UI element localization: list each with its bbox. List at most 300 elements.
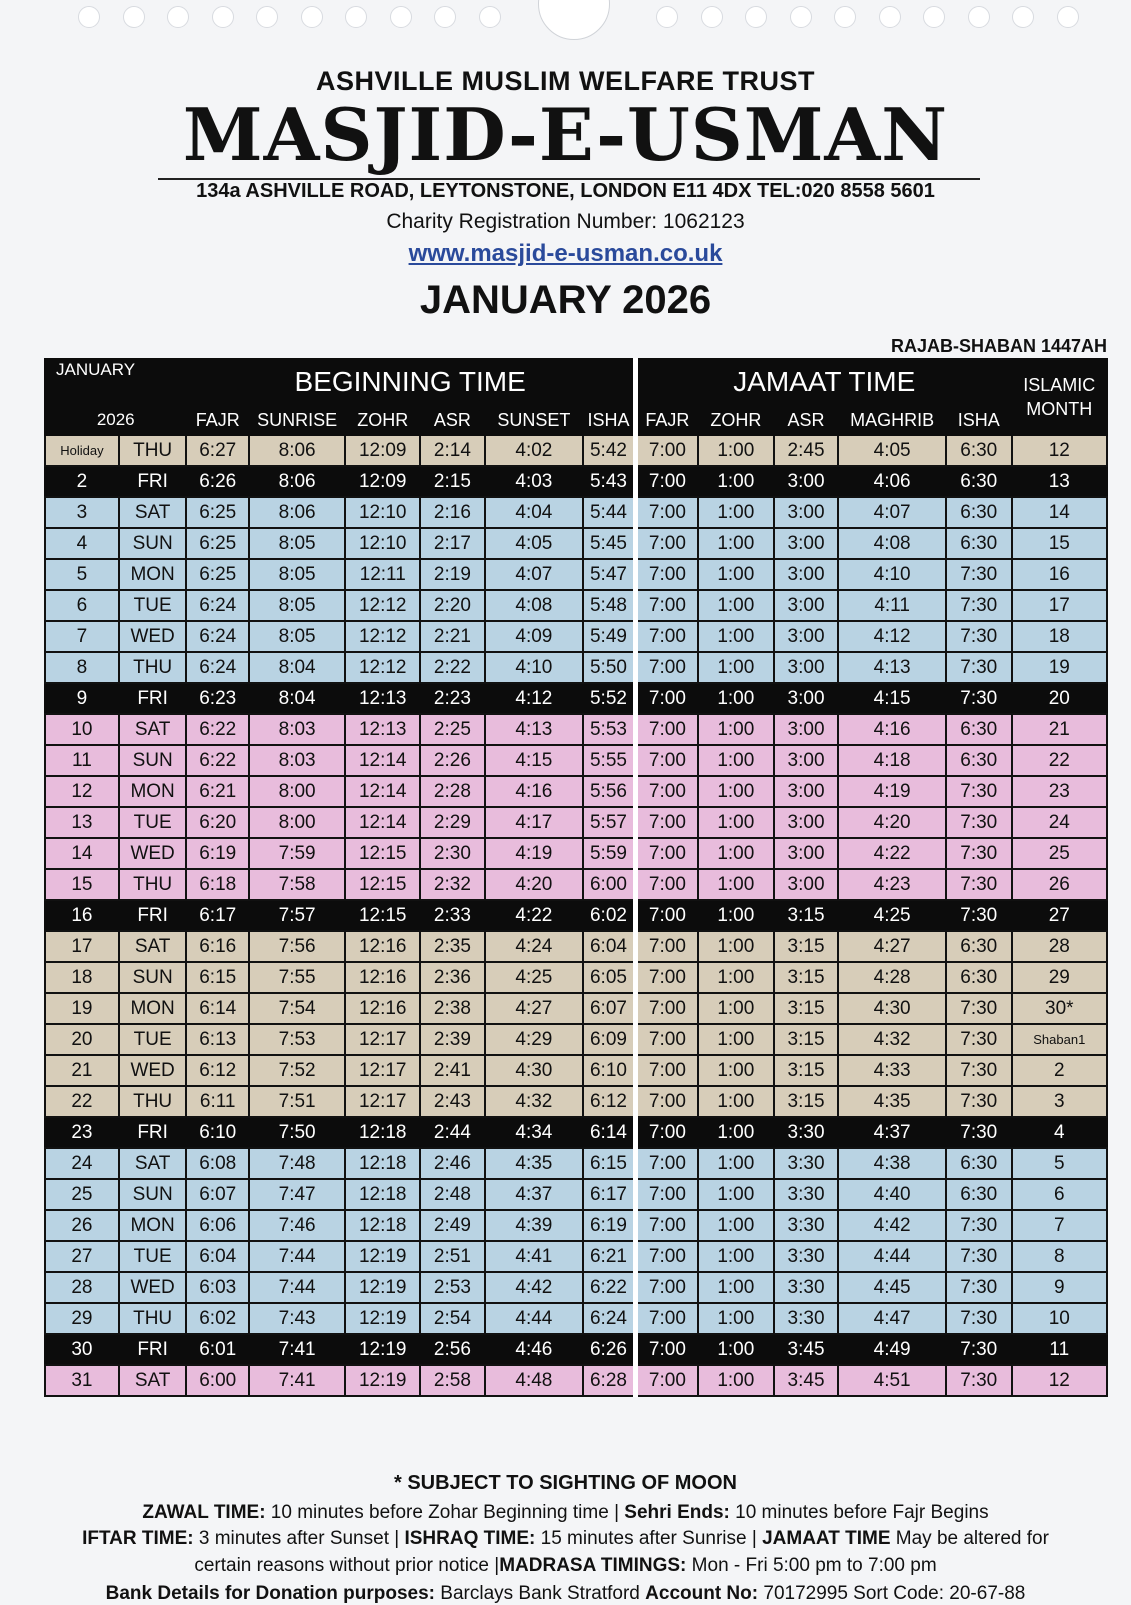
asr-begin-cell: 2:36	[420, 962, 485, 993]
sunset-cell: 4:32	[485, 1086, 583, 1117]
day-row	[45, 776, 1107, 807]
day-row	[45, 621, 1107, 652]
asr-begin-cell: 2:30	[420, 838, 485, 869]
zohr-jamaat-cell: 1:00	[698, 497, 774, 528]
zohr-begin-cell: 12:16	[345, 962, 420, 993]
asr-begin-cell: 2:46	[420, 1148, 485, 1179]
isha-jamaat-cell: 6:30	[946, 1148, 1012, 1179]
day-cell: SUN	[119, 962, 187, 993]
maghrib-jamaat-cell: 4:07	[838, 497, 946, 528]
asr-jamaat-cell: 3:30	[774, 1117, 839, 1148]
day-cell: SUN	[119, 1179, 187, 1210]
sunset-cell: 4:24	[485, 931, 583, 962]
isha-jamaat-cell: 7:30	[946, 1334, 1012, 1365]
zohr-begin-cell: 12:10	[345, 497, 420, 528]
islamic-date-cell: 5	[1012, 1148, 1107, 1179]
ishraq-label: ISHRAQ TIME:	[404, 1528, 536, 1549]
zohr-jamaat-cell: 1:00	[698, 1117, 774, 1148]
day-row	[45, 1241, 1107, 1272]
maghrib-jamaat-cell: 4:28	[838, 962, 946, 993]
sunset-cell: 4:35	[485, 1148, 583, 1179]
zohr-begin-cell: 12:14	[345, 776, 420, 807]
asr-begin-cell: 2:28	[420, 776, 485, 807]
binding-hole	[256, 6, 278, 28]
zohr-jamaat-cell: 1:00	[698, 931, 774, 962]
day-row	[45, 1024, 1107, 1055]
isha-begin-cell: 6:10	[583, 1055, 635, 1086]
islamic-date-cell: 13	[1012, 466, 1107, 497]
fajr-jamaat-cell: 7:00	[635, 1086, 698, 1117]
maghrib-jamaat-cell: 4:35	[838, 1086, 946, 1117]
day-row	[45, 838, 1107, 869]
zohr-jamaat-cell: 1:00	[698, 1024, 774, 1055]
isha-begin-cell: 6:26	[583, 1334, 635, 1365]
sunrise-cell: 8:03	[249, 745, 345, 776]
sunrise-cell: 7:43	[249, 1303, 345, 1334]
zohr-begin-cell: 12:19	[345, 1303, 420, 1334]
fajr-jamaat-cell: 7:00	[635, 714, 698, 745]
maghrib-jamaat-cell: 4:22	[838, 838, 946, 869]
isha-jamaat-cell: 6:30	[946, 931, 1012, 962]
fajr-jamaat-cell: 7:00	[635, 497, 698, 528]
day-row	[45, 714, 1107, 745]
zohr-jamaat-cell: 1:00	[698, 900, 774, 931]
binding-hole	[78, 6, 100, 28]
day-cell: FRI	[119, 1334, 187, 1365]
fajr-jamaat-cell: 7:00	[635, 1303, 698, 1334]
isha-jamaat-cell: 7:30	[946, 869, 1012, 900]
sunrise-cell: 8:04	[249, 652, 345, 683]
day-row	[45, 1303, 1107, 1334]
isha-begin-cell: 6:17	[583, 1179, 635, 1210]
date-cell: 28	[45, 1272, 119, 1303]
col-isha: ISHA	[583, 405, 635, 435]
asr-jamaat-cell: 3:30	[774, 1148, 839, 1179]
zohr-begin-cell: 12:18	[345, 1179, 420, 1210]
beginning-time-header: BEGINNING TIME	[186, 359, 635, 405]
date-cell: 29	[45, 1303, 119, 1334]
islamic-date-cell: 15	[1012, 528, 1107, 559]
col-fajr: FAJR	[186, 405, 249, 435]
asr-jamaat-cell: 2:45	[774, 435, 839, 466]
jamaat-time-header: JAMAAT TIME	[635, 359, 1011, 405]
day-cell: MON	[119, 776, 187, 807]
fajr-begin-cell: 6:00	[186, 1365, 249, 1396]
day-cell: SUN	[119, 528, 187, 559]
footer-line-bank	[0, 1583, 1131, 1605]
fajr-begin-cell: 6:26	[186, 466, 249, 497]
sunset-cell: 4:37	[485, 1179, 583, 1210]
date-cell: 23	[45, 1117, 119, 1148]
fajr-jamaat-cell: 7:00	[635, 869, 698, 900]
sunset-cell: 4:29	[485, 1024, 583, 1055]
date-cell: 5	[45, 559, 119, 590]
maghrib-jamaat-cell: 4:37	[838, 1117, 946, 1148]
sunset-cell: 4:12	[485, 683, 583, 714]
sunrise-cell: 7:55	[249, 962, 345, 993]
isha-begin-cell: 6:21	[583, 1241, 635, 1272]
asr-jamaat-cell: 3:30	[774, 1241, 839, 1272]
sunrise-cell: 8:06	[249, 497, 345, 528]
sunset-cell: 4:46	[485, 1334, 583, 1365]
islamic-date-cell: 8	[1012, 1241, 1107, 1272]
fajr-begin-cell: 6:10	[186, 1117, 249, 1148]
sunrise-cell: 8:05	[249, 559, 345, 590]
sunrise-cell: 8:06	[249, 435, 345, 466]
asr-begin-cell: 2:39	[420, 1024, 485, 1055]
day-cell: MON	[119, 1210, 187, 1241]
date-cell: 26	[45, 1210, 119, 1241]
zohr-begin-cell: 12:12	[345, 590, 420, 621]
asr-begin-cell: 2:29	[420, 807, 485, 838]
maghrib-jamaat-cell: 4:33	[838, 1055, 946, 1086]
footer-line-iftar	[0, 1528, 1131, 1550]
col-jamaat-isha: ISHA	[946, 405, 1012, 435]
asr-jamaat-cell: 3:00	[774, 528, 839, 559]
notice-text: certain reasons without prior notice |	[194, 1555, 500, 1576]
col-asr: ASR	[420, 405, 485, 435]
fajr-begin-cell: 6:06	[186, 1210, 249, 1241]
sunrise-cell: 7:44	[249, 1272, 345, 1303]
asr-begin-cell: 2:23	[420, 683, 485, 714]
zawal-text: 10 minutes before Zohar Beginning time |	[265, 1502, 625, 1523]
asr-begin-cell: 2:56	[420, 1334, 485, 1365]
date-cell: 31	[45, 1365, 119, 1396]
fajr-jamaat-cell: 7:00	[635, 1272, 698, 1303]
zohr-begin-cell: 12:11	[345, 559, 420, 590]
islamic-date-cell: 22	[1012, 745, 1107, 776]
sunset-cell: 4:42	[485, 1272, 583, 1303]
fajr-begin-cell: 6:03	[186, 1272, 249, 1303]
fajr-begin-cell: 6:08	[186, 1148, 249, 1179]
day-cell: TUE	[119, 1024, 187, 1055]
asr-begin-cell: 2:35	[420, 931, 485, 962]
zohr-begin-cell: 12:19	[345, 1365, 420, 1396]
day-cell: THU	[119, 435, 187, 466]
date-cell: 17	[45, 931, 119, 962]
asr-begin-cell: 2:16	[420, 497, 485, 528]
sunset-cell: 4:27	[485, 993, 583, 1024]
sunset-cell: 4:08	[485, 590, 583, 621]
madrasa-label: MADRASA TIMINGS:	[499, 1555, 687, 1576]
zohr-jamaat-cell: 1:00	[698, 435, 774, 466]
day-row	[45, 683, 1107, 714]
day-cell: SAT	[119, 931, 187, 962]
isha-jamaat-cell: 7:30	[946, 559, 1012, 590]
isha-jamaat-cell: 7:30	[946, 838, 1012, 869]
day-cell: MON	[119, 559, 187, 590]
account-label: Account No:	[645, 1583, 759, 1604]
sunrise-cell: 8:03	[249, 714, 345, 745]
zohr-jamaat-cell: 1:00	[698, 1334, 774, 1365]
zohr-jamaat-cell: 1:00	[698, 993, 774, 1024]
website-link[interactable]: www.masjid-e-usman.co.uk	[408, 240, 723, 267]
date-cell: 18	[45, 962, 119, 993]
maghrib-jamaat-cell: 4:16	[838, 714, 946, 745]
zohr-jamaat-cell: 1:00	[698, 1148, 774, 1179]
trust-name: ASHVILLE MUSLIM WELFARE TRUST	[316, 66, 815, 96]
day-cell: SAT	[119, 1148, 187, 1179]
zohr-begin-cell: 12:09	[345, 466, 420, 497]
asr-begin-cell: 2:21	[420, 621, 485, 652]
asr-jamaat-cell: 3:00	[774, 776, 839, 807]
date-cell: 14	[45, 838, 119, 869]
isha-begin-cell: 5:59	[583, 838, 635, 869]
binding-hole	[834, 6, 856, 28]
day-cell: SAT	[119, 497, 187, 528]
fajr-begin-cell: 6:12	[186, 1055, 249, 1086]
islamic-date-cell: 23	[1012, 776, 1107, 807]
islamic-date-cell: 16	[1012, 559, 1107, 590]
fajr-jamaat-cell: 7:00	[635, 1148, 698, 1179]
isha-begin-cell: 6:19	[583, 1210, 635, 1241]
asr-begin-cell: 2:54	[420, 1303, 485, 1334]
asr-jamaat-cell: 3:30	[774, 1210, 839, 1241]
date-cell: 7	[45, 621, 119, 652]
zohr-jamaat-cell: 1:00	[698, 1086, 774, 1117]
fajr-begin-cell: 6:23	[186, 683, 249, 714]
isha-begin-cell: 6:14	[583, 1117, 635, 1148]
day-cell: SAT	[119, 714, 187, 745]
sunrise-cell: 8:06	[249, 466, 345, 497]
islamic-date-cell: 6	[1012, 1179, 1107, 1210]
sunrise-cell: 7:41	[249, 1334, 345, 1365]
maghrib-jamaat-cell: 4:40	[838, 1179, 946, 1210]
sunset-cell: 4:09	[485, 621, 583, 652]
sunset-cell: 4:07	[485, 559, 583, 590]
sunrise-cell: 7:48	[249, 1148, 345, 1179]
iftar-text: 3 minutes after Sunset |	[193, 1528, 405, 1549]
asr-jamaat-cell: 3:00	[774, 497, 839, 528]
day-cell: MON	[119, 993, 187, 1024]
zohr-jamaat-cell: 1:00	[698, 466, 774, 497]
maghrib-jamaat-cell: 4:25	[838, 900, 946, 931]
fajr-jamaat-cell: 7:00	[635, 466, 698, 497]
isha-jamaat-cell: 7:30	[946, 1210, 1012, 1241]
fajr-jamaat-cell: 7:00	[635, 1179, 698, 1210]
col-zohr: ZOHR	[345, 405, 420, 435]
fajr-jamaat-cell: 7:00	[635, 1365, 698, 1396]
asr-jamaat-cell: 3:00	[774, 869, 839, 900]
isha-jamaat-cell: 7:30	[946, 993, 1012, 1024]
day-row	[45, 1334, 1107, 1365]
zohr-jamaat-cell: 1:00	[698, 962, 774, 993]
zohr-begin-cell: 12:18	[345, 1210, 420, 1241]
fajr-begin-cell: 6:22	[186, 745, 249, 776]
day-cell: FRI	[119, 466, 187, 497]
isha-begin-cell: 6:12	[583, 1086, 635, 1117]
maghrib-jamaat-cell: 4:38	[838, 1148, 946, 1179]
day-row	[45, 1179, 1107, 1210]
sehri-label: Sehri Ends:	[624, 1502, 730, 1523]
day-cell: TUE	[119, 590, 187, 621]
zohr-jamaat-cell: 1:00	[698, 559, 774, 590]
fajr-jamaat-cell: 7:00	[635, 1210, 698, 1241]
zohr-begin-cell: 12:17	[345, 1024, 420, 1055]
isha-begin-cell: 6:09	[583, 1024, 635, 1055]
sunrise-cell: 8:05	[249, 621, 345, 652]
fajr-jamaat-cell: 7:00	[635, 528, 698, 559]
date-cell: 15	[45, 869, 119, 900]
day-cell: TUE	[119, 807, 187, 838]
isha-begin-cell: 6:07	[583, 993, 635, 1024]
isha-jamaat-cell: 7:30	[946, 621, 1012, 652]
sunrise-cell: 7:44	[249, 1241, 345, 1272]
isha-jamaat-cell: 6:30	[946, 962, 1012, 993]
isha-jamaat-cell: 7:30	[946, 1365, 1012, 1396]
date-cell: 6	[45, 590, 119, 621]
asr-begin-cell: 2:25	[420, 714, 485, 745]
isha-begin-cell: 6:05	[583, 962, 635, 993]
fajr-begin-cell: 6:27	[186, 435, 249, 466]
fajr-begin-cell: 6:04	[186, 1241, 249, 1272]
asr-jamaat-cell: 3:30	[774, 1179, 839, 1210]
binding-hole	[1057, 6, 1079, 28]
sunrise-cell: 7:41	[249, 1365, 345, 1396]
date-cell: 12	[45, 776, 119, 807]
sunset-cell: 4:22	[485, 900, 583, 931]
sunset-cell: 4:19	[485, 838, 583, 869]
isha-jamaat-cell: 6:30	[946, 714, 1012, 745]
asr-begin-cell: 2:43	[420, 1086, 485, 1117]
binding-hole	[923, 6, 945, 28]
zohr-begin-cell: 12:09	[345, 435, 420, 466]
isha-begin-cell: 6:04	[583, 931, 635, 962]
binding-hole	[790, 6, 812, 28]
isha-jamaat-cell: 7:30	[946, 1086, 1012, 1117]
zohr-begin-cell: 12:17	[345, 1055, 420, 1086]
zohr-begin-cell: 12:14	[345, 807, 420, 838]
isha-begin-cell: 5:53	[583, 714, 635, 745]
sunrise-cell: 7:54	[249, 993, 345, 1024]
maghrib-jamaat-cell: 4:11	[838, 590, 946, 621]
isha-jamaat-cell: 7:30	[946, 1272, 1012, 1303]
isha-begin-cell: 5:48	[583, 590, 635, 621]
islamic-date-cell: 24	[1012, 807, 1107, 838]
fajr-begin-cell: 6:16	[186, 931, 249, 962]
date-cell: 20	[45, 1024, 119, 1055]
fajr-begin-cell: 6:11	[186, 1086, 249, 1117]
ishraq-text: 15 minutes after Sunrise |	[535, 1528, 763, 1549]
fajr-begin-cell: 6:01	[186, 1334, 249, 1365]
zohr-begin-cell: 12:13	[345, 714, 420, 745]
date-cell: 25	[45, 1179, 119, 1210]
date-cell: 2	[45, 466, 119, 497]
day-row	[45, 1365, 1107, 1396]
day-row	[45, 962, 1107, 993]
fajr-jamaat-cell: 7:00	[635, 683, 698, 714]
asr-begin-cell: 2:20	[420, 590, 485, 621]
zohr-begin-cell: 12:15	[345, 838, 420, 869]
isha-jamaat-cell: 6:30	[946, 466, 1012, 497]
sunrise-cell: 7:56	[249, 931, 345, 962]
maghrib-jamaat-cell: 4:49	[838, 1334, 946, 1365]
sunrise-cell: 7:57	[249, 900, 345, 931]
fajr-jamaat-cell: 7:00	[635, 1241, 698, 1272]
isha-begin-cell: 5:44	[583, 497, 635, 528]
day-cell: WED	[119, 621, 187, 652]
prayer-timetable	[44, 358, 1108, 1397]
sunrise-cell: 8:05	[249, 528, 345, 559]
maghrib-jamaat-cell: 4:20	[838, 807, 946, 838]
fajr-jamaat-cell: 7:00	[635, 900, 698, 931]
maghrib-jamaat-cell: 4:44	[838, 1241, 946, 1272]
islamic-date-cell: 10	[1012, 1303, 1107, 1334]
zohr-begin-cell: 12:14	[345, 745, 420, 776]
fajr-jamaat-cell: 7:00	[635, 1024, 698, 1055]
isha-begin-cell: 5:43	[583, 466, 635, 497]
maghrib-jamaat-cell: 4:06	[838, 466, 946, 497]
fajr-begin-cell: 6:17	[186, 900, 249, 931]
asr-begin-cell: 2:44	[420, 1117, 485, 1148]
day-row	[45, 652, 1107, 683]
day-row	[45, 1055, 1107, 1086]
islamic-date-cell: 18	[1012, 621, 1107, 652]
col-jamaat-fajr: FAJR	[635, 405, 698, 435]
asr-begin-cell: 2:15	[420, 466, 485, 497]
month-title: JANUARY 2026	[419, 278, 712, 322]
zohr-begin-cell: 12:12	[345, 621, 420, 652]
sunset-cell: 4:04	[485, 497, 583, 528]
zohr-jamaat-cell: 1:00	[698, 1179, 774, 1210]
asr-jamaat-cell: 3:00	[774, 559, 839, 590]
date-cell: Holiday	[45, 435, 119, 466]
asr-begin-cell: 2:41	[420, 1055, 485, 1086]
sunset-cell: 4:39	[485, 1210, 583, 1241]
binding-hole	[123, 6, 145, 28]
asr-jamaat-cell: 3:00	[774, 683, 839, 714]
asr-begin-cell: 2:14	[420, 435, 485, 466]
sunset-cell: 4:13	[485, 714, 583, 745]
isha-begin-cell: 5:56	[583, 776, 635, 807]
sunset-cell: 4:10	[485, 652, 583, 683]
binding-hole	[345, 6, 367, 28]
col-sunset: SUNSET	[485, 405, 583, 435]
asr-begin-cell: 2:53	[420, 1272, 485, 1303]
zohr-begin-cell: 12:12	[345, 652, 420, 683]
isha-jamaat-cell: 7:30	[946, 652, 1012, 683]
isha-begin-cell: 6:02	[583, 900, 635, 931]
day-cell: WED	[119, 838, 187, 869]
day-cell: THU	[119, 1086, 187, 1117]
date-cell: 8	[45, 652, 119, 683]
zohr-jamaat-cell: 1:00	[698, 1241, 774, 1272]
isha-jamaat-cell: 6:30	[946, 497, 1012, 528]
asr-jamaat-cell: 3:00	[774, 621, 839, 652]
date-cell: 16	[45, 900, 119, 931]
zawal-label: ZAWAL TIME:	[142, 1502, 266, 1523]
islamic-date-cell: Shaban1	[1012, 1024, 1107, 1055]
asr-jamaat-cell: 3:00	[774, 466, 839, 497]
date-cell: 22	[45, 1086, 119, 1117]
col-jamaat-zohr: ZOHR	[698, 405, 774, 435]
asr-begin-cell: 2:26	[420, 745, 485, 776]
isha-begin-cell: 5:57	[583, 807, 635, 838]
sunrise-cell: 8:00	[249, 776, 345, 807]
sunrise-cell: 7:50	[249, 1117, 345, 1148]
maghrib-jamaat-cell: 4:45	[838, 1272, 946, 1303]
day-row	[45, 528, 1107, 559]
binding-hole	[212, 6, 234, 28]
fajr-begin-cell: 6:20	[186, 807, 249, 838]
sunrise-cell: 7:58	[249, 869, 345, 900]
sunrise-cell: 7:52	[249, 1055, 345, 1086]
timetable-body	[45, 435, 1107, 1396]
day-row	[45, 869, 1107, 900]
isha-jamaat-cell: 7:30	[946, 1055, 1012, 1086]
zohr-begin-cell: 12:19	[345, 1272, 420, 1303]
zohr-begin-cell: 12:18	[345, 1148, 420, 1179]
